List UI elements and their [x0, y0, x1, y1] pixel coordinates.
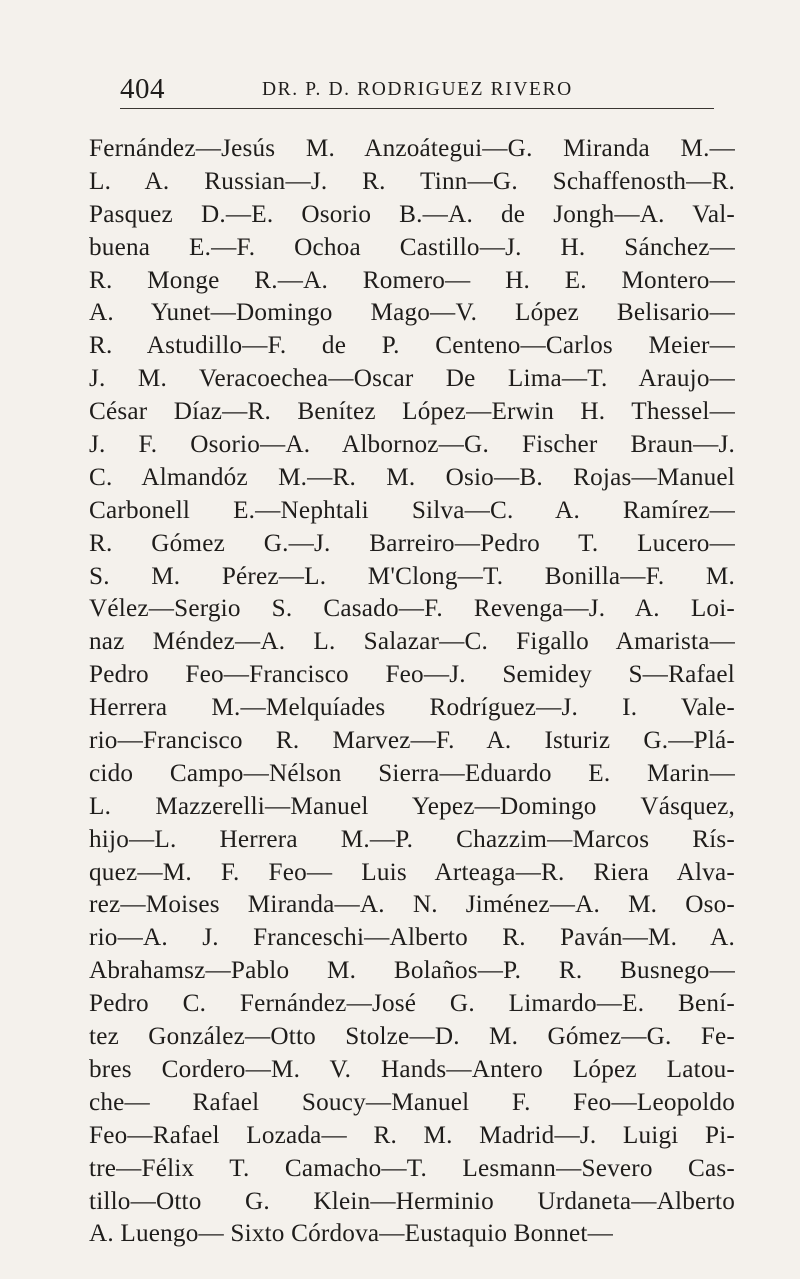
text-line: naz Méndez—A. L. Salazar—C. Figallo Amarista—: [89, 628, 735, 656]
text-line: rio—Francisco R. Marvez—F. A. Isturiz G.—Plá-: [89, 727, 735, 755]
page-header: [120, 72, 714, 106]
text-line: Herrera M.—Melquíades Rodríguez—J. I. Vale-: [89, 694, 735, 722]
text-line: tillo—Otto G. Klein—Herminio Urdaneta—Alberto: [89, 1187, 735, 1215]
running-head: DR. P. D. RODRIGUEZ RIVERO: [262, 79, 573, 100]
text-line: L. A. Russian—J. R. Tinn—G. Schaffenosth—R.: [89, 167, 735, 195]
text-line: bres Cordero—M. V. Hands—Antero López Latou-: [89, 1055, 735, 1083]
text-line: rio—A. J. Franceschi—Alberto R. Paván—M. A.: [89, 924, 735, 952]
text-line: tez González—Otto Stolze—D. M. Gómez—G. Fe-: [89, 1023, 735, 1051]
page-number: 404: [120, 73, 165, 105]
text-line: Feo—Rafael Lozada— R. M. Madrid—J. Luigi Pi-: [89, 1121, 735, 1149]
text-line: Abrahamsz—Pablo M. Bolaños—P. R. Busnego—: [89, 957, 735, 985]
text-line: Pasquez D.—E. Osorio B.—A. de Jongh—A. Val-: [89, 200, 735, 228]
text-line: L. Mazzerelli—Manuel Yepez—Domingo Vásquez,: [89, 792, 735, 820]
header-rule: [120, 108, 714, 109]
text-line: tre—Félix T. Camacho—T. Lesmann—Severo Cas-: [89, 1154, 735, 1182]
text-line: J. F. Osorio—A. Albornoz—G. Fischer Braun—J.: [89, 431, 735, 459]
text-line: quez—M. F. Feo— Luis Arteaga—R. Riera Alva-: [89, 858, 735, 886]
text-line: R. Astudillo—F. de P. Centeno—Carlos Meier—: [89, 332, 735, 360]
text-line: Carbonell E.—Nephtali Silva—C. A. Ramírez—: [89, 496, 735, 524]
text-line: che— Rafael Soucy—Manuel F. Feo—Leopoldo: [89, 1088, 735, 1116]
text-line: R. Gómez G.—J. Barreiro—Pedro T. Lucero—: [89, 529, 735, 557]
text-line: A. Yunet—Domingo Mago—V. López Belisario—: [89, 299, 735, 327]
text-line: C. Almandóz M.—R. M. Osio—B. Rojas—Manuel: [89, 463, 735, 491]
text-line: cido Campo—Nélson Sierra—Eduardo E. Marin—: [89, 759, 735, 787]
text-line: Pedro C. Fernández—José G. Limardo—E. Bení-: [89, 990, 735, 1018]
body-text: [89, 133, 735, 1251]
text-line: A. Luengo— Sixto Córdova—Eustaquio Bonnet—: [89, 1220, 614, 1248]
text-line: Pedro Feo—Francisco Feo—J. Semidey S—Rafael: [89, 661, 735, 689]
text-line: R. Monge R.—A. Romero— H. E. Montero—: [89, 266, 735, 294]
text-line: hijo—L. Herrera M.—P. Chazzim—Marcos Rís-: [89, 825, 735, 853]
text-line: Fernández—Jesús M. Anzoátegui—G. Miranda M.—: [89, 135, 735, 162]
text-line: Vélez—Sergio S. Casado—F. Revenga—J. A. Loi-: [89, 595, 735, 623]
text-line: César Díaz—R. Benítez López—Erwin H. Thessel—: [89, 398, 735, 426]
text-line: rez—Moises Miranda—A. N. Jiménez—A. M. Oso-: [89, 891, 735, 919]
text-line: J. M. Veracoechea—Oscar De Lima—T. Araujo—: [89, 365, 735, 393]
text-line: S. M. Pérez—L. M'Clong—T. Bonilla—F. M.: [89, 562, 735, 590]
text-line: buena E.—F. Ochoa Castillo—J. H. Sánchez—: [89, 233, 735, 261]
